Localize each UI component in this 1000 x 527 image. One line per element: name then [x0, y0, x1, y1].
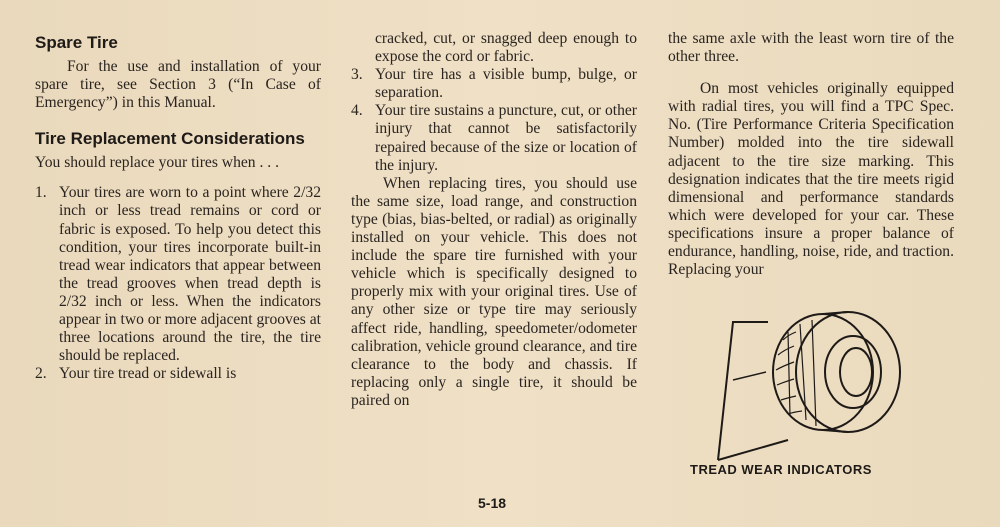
replacement-list-2 — [351, 66, 637, 175]
leader-line-top — [718, 322, 768, 460]
tire-tread-back — [773, 314, 873, 430]
list-number: 3. — [351, 66, 363, 84]
tire-replacement-heading: Tire Replacement Considerations — [35, 129, 305, 149]
leader-line-mid — [733, 372, 766, 380]
column-1 — [35, 30, 321, 383]
list-text: Your tires are worn to a point where 2/32 inch or less tread remains or cord or fabric is exposed. To help you detect this condition, your tires incorporate built-in tread wear indicators that appear between the tread grooves when tread depth is 2/32 inch or less. When the indicators appear in two or more adjacent grooves at three locations around the tire, the tire should be replaced. — [59, 184, 321, 365]
tire-illustration — [688, 310, 948, 480]
replace-intro: You should replace your tires when . . . — [35, 154, 279, 172]
page-number: 5-18 — [478, 495, 507, 511]
spare-tire-paragraph: For the use and installation of your spare tire, see Section 3 (“In Case of Emergency”) in this Manual. — [35, 58, 321, 112]
figure-caption: TREAD WEAR INDICATORS — [690, 462, 872, 477]
spare-tire-heading: Spare Tire — [35, 33, 118, 52]
list-item — [351, 102, 637, 174]
list-item — [351, 66, 637, 102]
list-text: Your tire has a visible bump, bulge, or separation. — [375, 66, 637, 102]
list-text: Your tire tread or sidewall is — [59, 365, 237, 383]
list-number: 1. — [35, 184, 47, 202]
tire-sidewall-outer — [796, 312, 900, 432]
column-3 — [668, 30, 954, 279]
tire-top-edge — [823, 312, 848, 314]
replacing-tires-paragraph: When replacing tires, you should use the same size, load range, and construction type (bias, bias-belted, or radial) as originally installed on your vehicle. This does not include the spare tire furnished with your vehicle which is specifically designed to properly mix with your original tires. Use of any other size or type tire may seriously affect ride, handling, speedometer/odometer calibration, vehicle ground clearance, and tire clearance to the body and chassis. If replacing only a single tire, it should be paired on — [351, 174, 637, 409]
leader-line-bottom — [718, 440, 788, 460]
list-continuation: cracked, cut, or snagged deep enough to expose the cord or fabric. — [375, 30, 637, 66]
axle-paragraph: the same axle with the least worn tire of the other three. — [668, 30, 954, 66]
list-item — [35, 184, 321, 365]
column-2 — [351, 30, 637, 410]
list-number: 4. — [351, 102, 363, 120]
tire-bottom-edge — [823, 430, 848, 432]
list-item — [35, 365, 321, 383]
tire-rim — [840, 348, 872, 396]
tpc-spec-paragraph: On most vehicles originally equipped with radial tires, you will find a TPC Spec. No. (Tire Performance Criteria Specification Number) molded into the tire sidewall adjacent to the tire size marking. This designation indicates that the tire meets rigid dimensional and performance standards which were developed for your car. These specifications insure a proper balance of endurance, handling, noise, ride, and traction. Replacing your — [668, 80, 954, 279]
list-text: Your tire sustains a puncture, cut, or other injury that cannot be satisfactorily repaired because of the size or location of the injury. — [375, 102, 637, 174]
list-number: 2. — [35, 365, 47, 383]
replacement-list-1 — [35, 184, 321, 383]
